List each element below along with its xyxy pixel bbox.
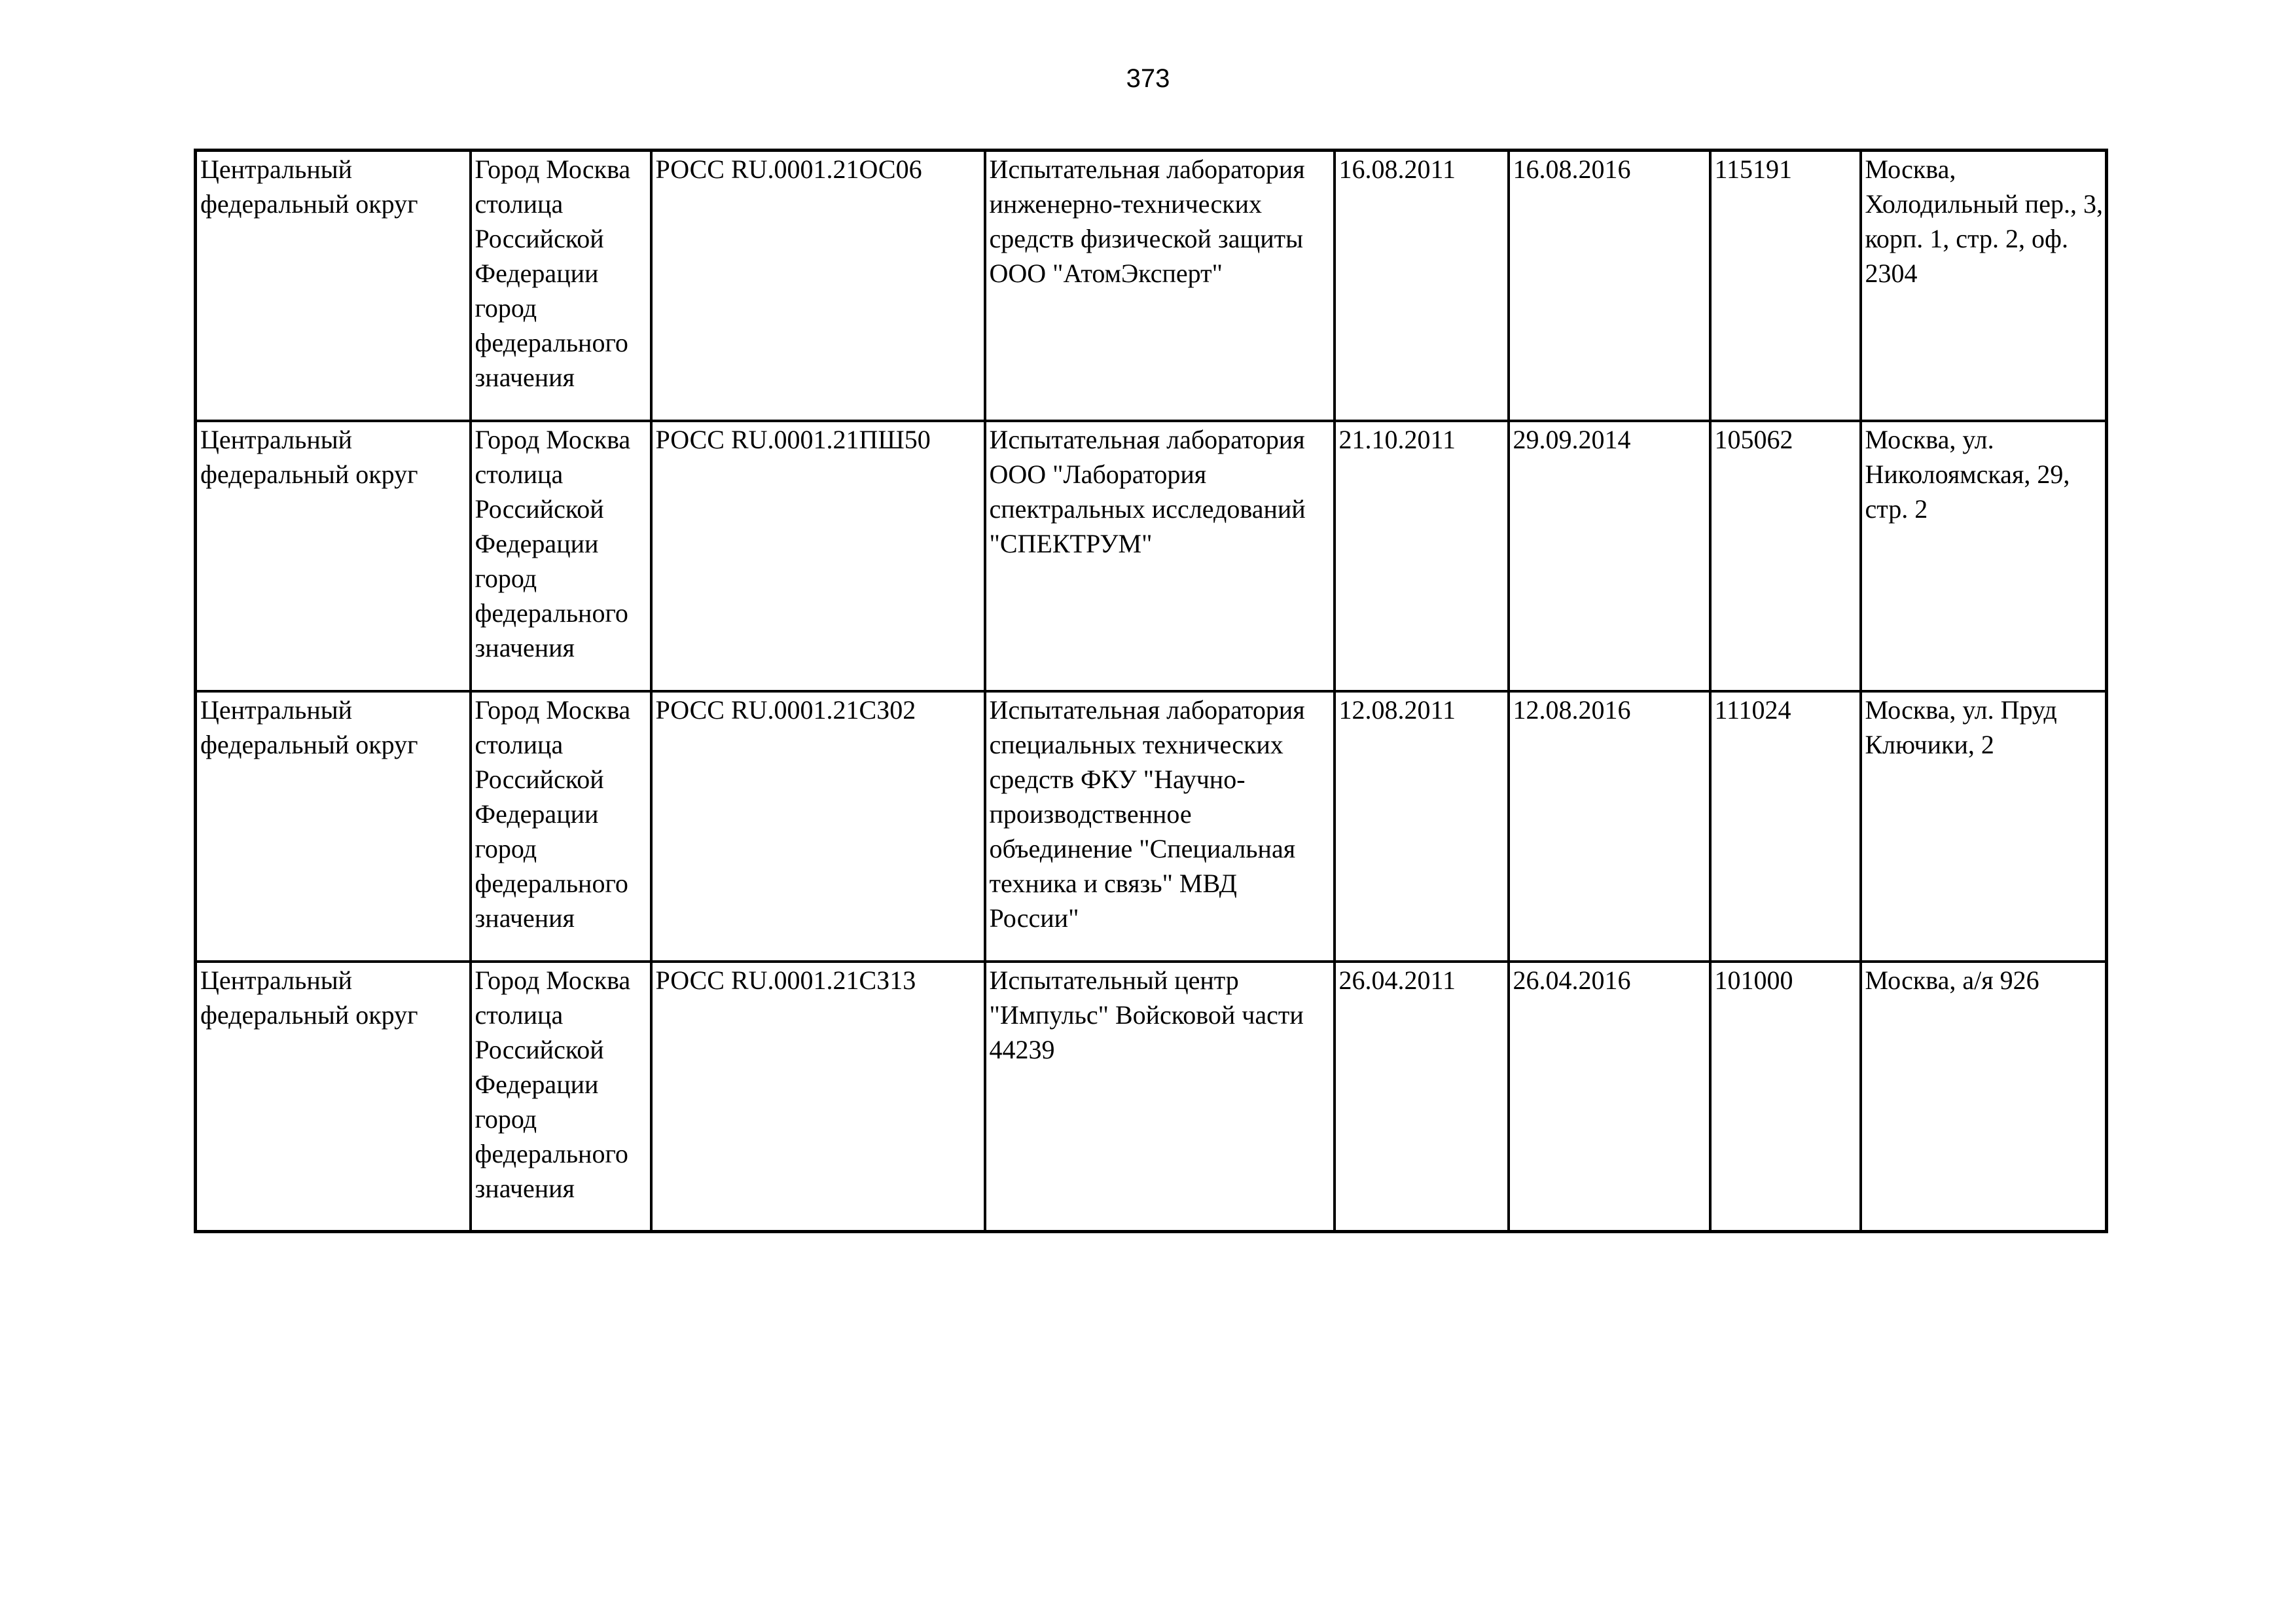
cell-date-issued: 12.08.2011 <box>1335 691 1509 962</box>
table-row <box>196 421 2107 691</box>
cell-organization: Испытательная лаборатория специальных технических средств ФКУ "Научно-производственное объединение "Специальная техника и связь" МВД России" <box>985 691 1335 962</box>
cell-district: Центральный федеральный округ <box>196 962 471 1232</box>
cell-postal-code: 115191 <box>1710 151 1861 421</box>
cell-date-issued: 16.08.2011 <box>1335 151 1509 421</box>
cell-address: Москва, Холодильный пер., 3, корп. 1, стр. 2, оф. 2304 <box>1861 151 2107 421</box>
cell-address: Москва, а/я 926 <box>1861 962 2107 1232</box>
cell-district: Центральный федеральный округ <box>196 691 471 962</box>
cell-region: Город Москва столица Российской Федерации город федерального значения <box>471 962 651 1232</box>
cell-date-expires: 16.08.2016 <box>1509 151 1710 421</box>
cell-date-expires: 26.04.2016 <box>1509 962 1710 1232</box>
cell-postal-code: 101000 <box>1710 962 1861 1232</box>
cell-organization: Испытательная лаборатория ООО "Лаборатория спектральных исследований "СПЕКТРУМ" <box>985 421 1335 691</box>
cell-date-expires: 29.09.2014 <box>1509 421 1710 691</box>
cell-certificate: РОСС RU.0001.21ОС06 <box>651 151 985 421</box>
cell-postal-code: 111024 <box>1710 691 1861 962</box>
cell-address: Москва, ул. Пруд Ключики, 2 <box>1861 691 2107 962</box>
cell-certificate: РОСС RU.0001.21СЗ02 <box>651 691 985 962</box>
cell-postal-code: 105062 <box>1710 421 1861 691</box>
cell-region: Город Москва столица Российской Федерации город федерального значения <box>471 151 651 421</box>
cell-date-issued: 21.10.2011 <box>1335 421 1509 691</box>
cell-region: Город Москва столица Российской Федерации город федерального значения <box>471 421 651 691</box>
cell-date-issued: 26.04.2011 <box>1335 962 1509 1232</box>
cell-organization: Испытательная лаборатория инженерно-технических средств физической защиты ООО "АтомЭксперт" <box>985 151 1335 421</box>
page-number: 373 <box>1126 64 1170 93</box>
table-row <box>196 962 2107 1232</box>
cell-region: Город Москва столица Российской Федерации город федерального значения <box>471 691 651 962</box>
cell-district: Центральный федеральный округ <box>196 151 471 421</box>
cell-organization: Испытательный центр "Импульс" Войсковой части 44239 <box>985 962 1335 1232</box>
cell-date-expires: 12.08.2016 <box>1509 691 1710 962</box>
table-row <box>196 691 2107 962</box>
table-row <box>196 151 2107 421</box>
cell-certificate: РОСС RU.0001.21СЗ13 <box>651 962 985 1232</box>
registry-table <box>194 149 2108 1233</box>
cell-certificate: РОСС RU.0001.21ПШ50 <box>651 421 985 691</box>
cell-district: Центральный федеральный округ <box>196 421 471 691</box>
cell-address: Москва, ул. Николоямская, 29, стр. 2 <box>1861 421 2107 691</box>
